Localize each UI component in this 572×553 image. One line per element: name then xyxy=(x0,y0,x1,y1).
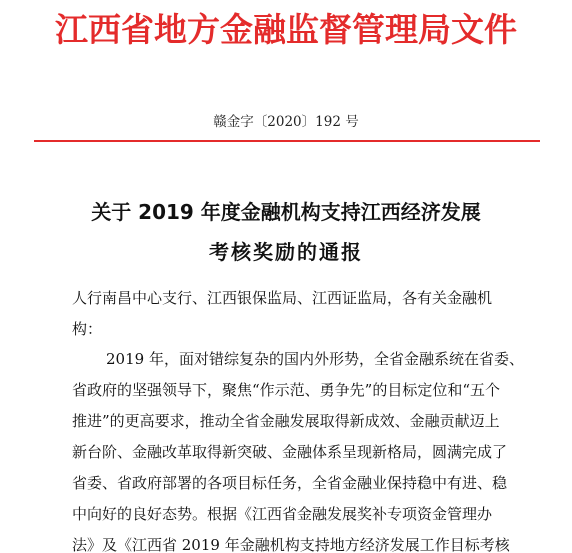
body-line: 省委、省政府部署的各项目标任务，全省金融业保持稳中有进、稳 xyxy=(72,474,508,492)
body-line-addressee-cont: 构： xyxy=(72,320,103,338)
red-divider-rule xyxy=(34,140,540,142)
body-line: 省政府的坚强领导下，聚焦“作示范、勇争先”的目标定位和“五个 xyxy=(72,381,501,399)
body-line: 法》及《江西省 2019 年金融机构支持地方经济发展工作目标考核 xyxy=(72,536,510,553)
document-title-line-2: 考核奖励的通报 xyxy=(209,240,363,264)
document-number: 赣金字〔2020〕192 号 xyxy=(213,114,359,130)
body-line-addressee: 人行南昌中心支行、江西银保监局、江西证监局，各有关金融机 xyxy=(72,289,493,307)
document-title-line-1: 关于 2019 年度金融机构支持江西经济发展 xyxy=(91,200,481,224)
body-line: 中向好的良好态势。根据《江西省金融发展奖补专项资金管理办 xyxy=(72,505,493,523)
body-line: 新台阶、金融改革取得新突破、金融体系呈现新格局，圆满完成了 xyxy=(72,443,508,461)
issuing-authority-header: 江西省地方金融监督管理局文件 xyxy=(55,10,517,49)
body-line-paragraph-start: 2019 年，面对错综复杂的国内外形势，全省金融系统在省委、 xyxy=(106,350,524,368)
body-line: 推进”的更高要求，推动全省金融发展取得新成效、金融贡献迈上 xyxy=(72,412,500,430)
